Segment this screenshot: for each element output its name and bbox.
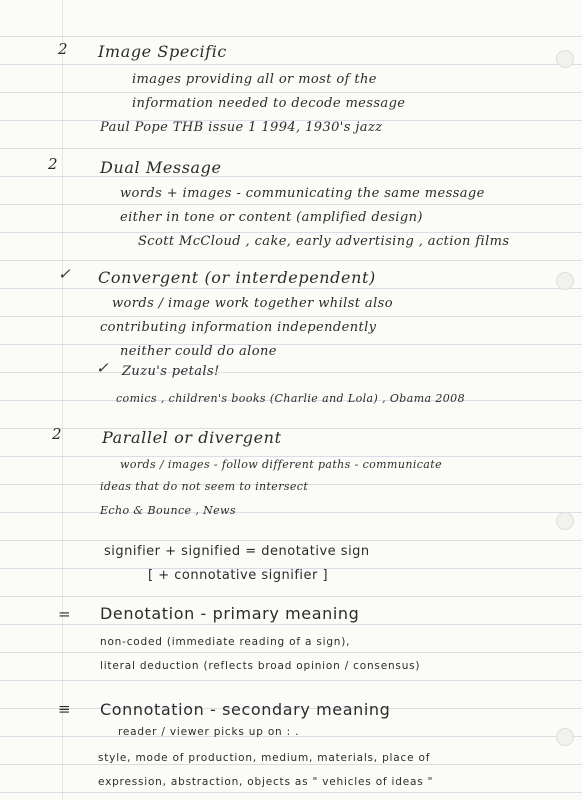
equation-line: signifier + signified = denotative sign <box>104 544 370 559</box>
section-heading: Denotation - primary meaning <box>100 604 360 623</box>
equals-mark: = <box>58 605 71 623</box>
punch-hole <box>556 728 574 746</box>
note-line: Paul Pope THB issue 1 1994, 1930's jazz <box>100 120 383 135</box>
punch-hole <box>556 50 574 68</box>
section-heading: Dual Message <box>100 158 222 177</box>
note-line: information needed to decode message <box>132 96 406 111</box>
check-mark: 2 <box>58 40 68 58</box>
note-line: ideas that do not seem to intersect <box>100 480 309 493</box>
note-line: either in tone or content (amplified design) <box>120 210 423 225</box>
note-line: reader / viewer picks up on : . <box>118 726 300 738</box>
note-line: words / images - follow different paths - communicate <box>120 458 442 471</box>
punch-hole <box>556 272 574 290</box>
check-mark: ✓ <box>96 359 109 377</box>
section-heading: Convergent (or interdependent) <box>98 268 376 287</box>
check-mark: 2 <box>52 425 62 443</box>
note-line: expression, abstraction, objects as " vehicles of ideas " <box>98 776 434 788</box>
margin-line <box>62 0 63 800</box>
note-line: non-coded (immediate reading of a sign), <box>100 636 351 648</box>
note-line: literal deduction (reflects broad opinion / consensus) <box>100 660 421 672</box>
note-line: Zuzu's petals! <box>122 364 220 379</box>
note-line: comics , children's books (Charlie and Lola) , Obama 2008 <box>116 392 465 405</box>
check-mark: 2 <box>48 155 58 173</box>
note-line: words / image work together whilst also <box>112 296 393 311</box>
note-line: style, mode of production, medium, materials, place of <box>98 752 431 764</box>
note-line: Echo & Bounce , News <box>100 504 236 517</box>
section-heading: Connotation - secondary meaning <box>100 700 391 719</box>
note-line: contributing information independently <box>100 320 377 335</box>
section-heading: Parallel or divergent <box>102 428 282 447</box>
note-line: Scott McCloud , cake, early advertising , action films <box>138 234 510 249</box>
punch-hole <box>556 512 574 530</box>
equals-mark: ≡ <box>58 700 71 718</box>
equation-line: [ + connotative signifier ] <box>148 568 329 583</box>
note-line: neither could do alone <box>120 344 277 359</box>
section-heading: Image Specific <box>98 42 227 61</box>
note-line: images providing all or most of the <box>132 72 377 87</box>
note-line: words + images - communicating the same message <box>120 186 485 201</box>
check-mark: ✓ <box>58 265 71 283</box>
